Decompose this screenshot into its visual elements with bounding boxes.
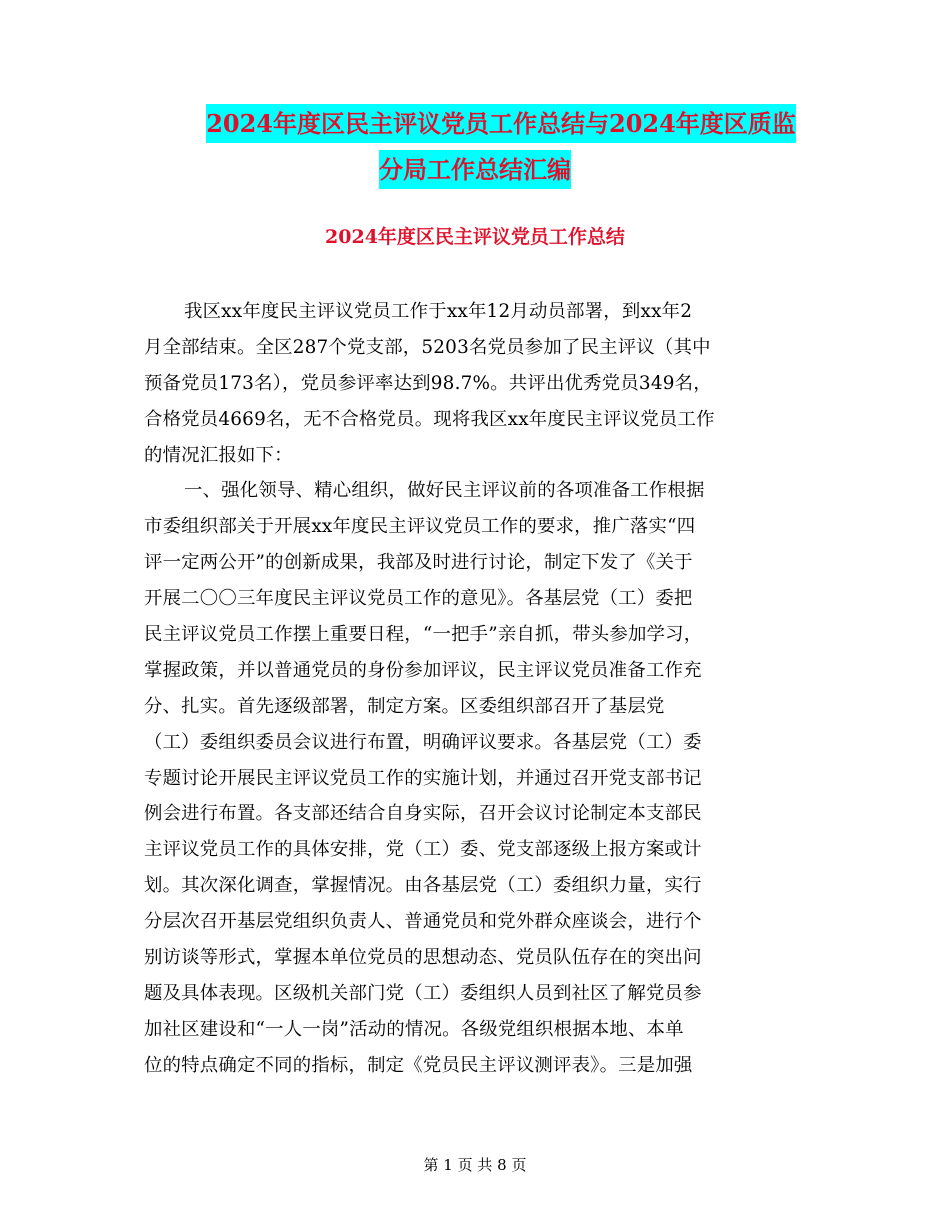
- body-line: 我区xx年度民主评议党员工作于xx年12月动员部署，到xx年2: [184, 301, 693, 322]
- body-line: 一、强化领导、精心组织，做好民主评议前的各项准备工作根据: [184, 480, 705, 502]
- body-line: 预备党员173名），党员参评率达到98.7%。共评出优秀党员349名，: [144, 372, 712, 394]
- body-line: 主评议党员工作的具体安排，党（工）委、党支部逐级上报方案或计: [144, 839, 702, 861]
- body-line: 分层次召开基层党组织负责人、普通党员和党外群众座谈会，进行个: [144, 911, 702, 933]
- body-text: [144, 294, 809, 1084]
- body-line: 掌握政策，并以普通党员的身份参加评议，民主评议党员准备工作充: [144, 659, 702, 681]
- body-line: 民主评议党员工作摆上重要日程，“一把手”亲自抓，带头参加学习，: [144, 624, 703, 646]
- body-line: 加社区建设和“一人一岗”活动的情况。各级党组织根据本地、本单: [144, 1018, 684, 1040]
- page-footer: 第 1 页 共 8 页: [423, 1156, 527, 1174]
- body-line: 评一定两公开”的创新成果，我部及时进行讨论，制定下发了《关于: [144, 552, 693, 574]
- body-line: 位的特点确定不同的指标，制定《党员民主评议测评表》。三是加强: [144, 1054, 693, 1076]
- body-line: 开展二〇〇三年度民主评议党员工作的意见》。各基层党（工）委把: [144, 588, 693, 610]
- body-line: 市委组织部关于开展xx年度民主评议党员工作的要求，推广落实“四: [144, 516, 696, 538]
- title-line-2: 分局工作总结汇编: [379, 150, 571, 189]
- body-line: 题及具体表现。区级机关部门党（工）委组织人员到社区了解党员参: [144, 982, 702, 1004]
- body-line: 的情况汇报如下：: [144, 444, 293, 466]
- body-line: 划。其次深化调查，掌握情况。由各基层党（工）委组织力量，实行: [144, 875, 702, 897]
- body-line: 分、扎实。首先逐级部署，制定方案。区委组织部召开了基层党: [144, 695, 665, 717]
- document-title: [0, 104, 950, 196]
- section-title: 2024年度区民主评议党员工作总结: [325, 226, 625, 248]
- body-line: 月全部结束。全区287个党支部，5203名党员参加了民主评议（其中: [144, 336, 711, 358]
- title-line-1: 2024年度区民主评议党员工作总结与2024年度区质监: [206, 104, 796, 143]
- body-line: 例会进行布置。各支部还结合自身实际，召开会议讨论制定本支部民: [144, 803, 702, 825]
- body-line: 合格党员4669名，无不合格党员。现将我区xx年度民主评议党员工作: [144, 408, 715, 430]
- body-line: （工）委组织委员会议进行布置，明确评议要求。各基层党（工）委: [144, 731, 702, 753]
- body-line: 专题讨论开展民主评议党员工作的实施计划，并通过召开党支部书记: [144, 767, 702, 789]
- body-line: 别访谈等形式，掌握本单位党员的思想动态、党员队伍存在的突出问: [144, 947, 702, 969]
